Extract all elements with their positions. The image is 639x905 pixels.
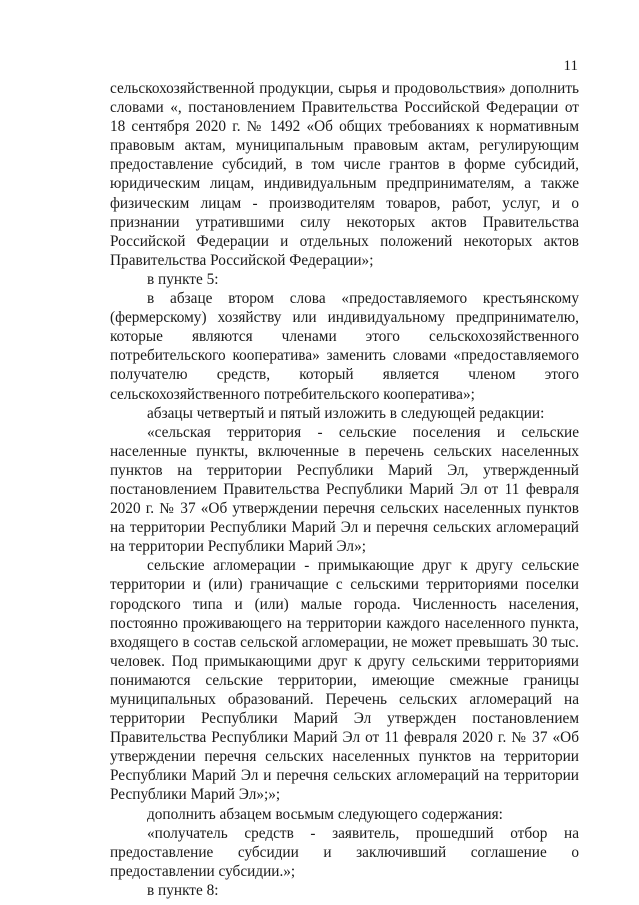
paragraph-2: в пункте 5:	[147, 270, 219, 288]
paragraph-6: сельские агломерации - примыкающие друг к другу сельские территории и (или) граничащие с сельскими территориями поселки городского типа и (или) малые города. Численность населения, постоянно проживающего на территории каждого населенного пункта, входящего в состав сельской агломерации, не может превышать 30 тыс. человек. Под примыкающими друг к другу сельскими территориями понимаются сельские территории, имеющие смежные границы муниципальных образований. Перечень сельских агломераций на территории Республики Марий Эл утвержден постановлением Правительства Республики Марий Эл от 11 февраля 2020 г. № 37 «Об утверждении перечня сельских населенных пунктов на территории Республики Марий Эл и перечня сельских агломераций на территории Республики Марий Эл»;»;	[110, 557, 579, 804]
paragraph-4: абзацы четвертый и пятый изложить в следующей редакции:	[147, 404, 545, 422]
paragraph-1: сельскохозяйственной продукции, сырья и продовольствия» дополнить словами «, постановлением Правительства Российской Федерации от 18 сентября 2020 г. № 1492 «Об общих требованиях к нормативным правовым актам, муниципальным правовым актам, регулирующим предоставление субсидий, в том числе грантов в форме субсидий, юридическим лицам, индивидуальным предпринимателям, а также физическим лицам - производителям товаров, работ, услуг, и о признании утратившими силу некоторых актов Правительства Российской Федерации и отдельных положений некоторых актов Правительства Российской Федерации»;	[110, 80, 579, 269]
paragraph-9: в пункте 8:	[147, 881, 219, 899]
paragraph-8: «получатель средств - заявитель, прошедший отбор на предоставление субсидии и заключивший соглашение о предоставлении субсидии.»;	[110, 824, 579, 880]
page-number: 11	[563, 58, 578, 74]
paragraph-5: «сельская территория - сельские поселения и сельские населенные пункты, включенные в перечень сельских населенных пунктов на территории Республики Марий Эл, утвержденный постановлением Правительства Республики Марий Эл от 11 февраля 2020 г. № 37 «Об утверждении перечня сельских населенных пунктов на территории Республики Марий Эл и перечня сельских агломераций на территории Республики Марий Эл»;	[110, 423, 579, 556]
paragraph-3: в абзаце втором слова «предоставляемого крестьянскому (фермерскому) хозяйству или индивидуальному предпринимателю, которые являются членами этого сельскохозяйственного потребительского кооператива» заменить словами «предоставляемого получателю средств, который является членом этого сельскохозяйственного потребительского кооператива»;	[110, 290, 579, 403]
body-text	[110, 79, 579, 900]
paragraph-7: дополнить абзацем восьмым следующего содержания:	[147, 805, 503, 823]
